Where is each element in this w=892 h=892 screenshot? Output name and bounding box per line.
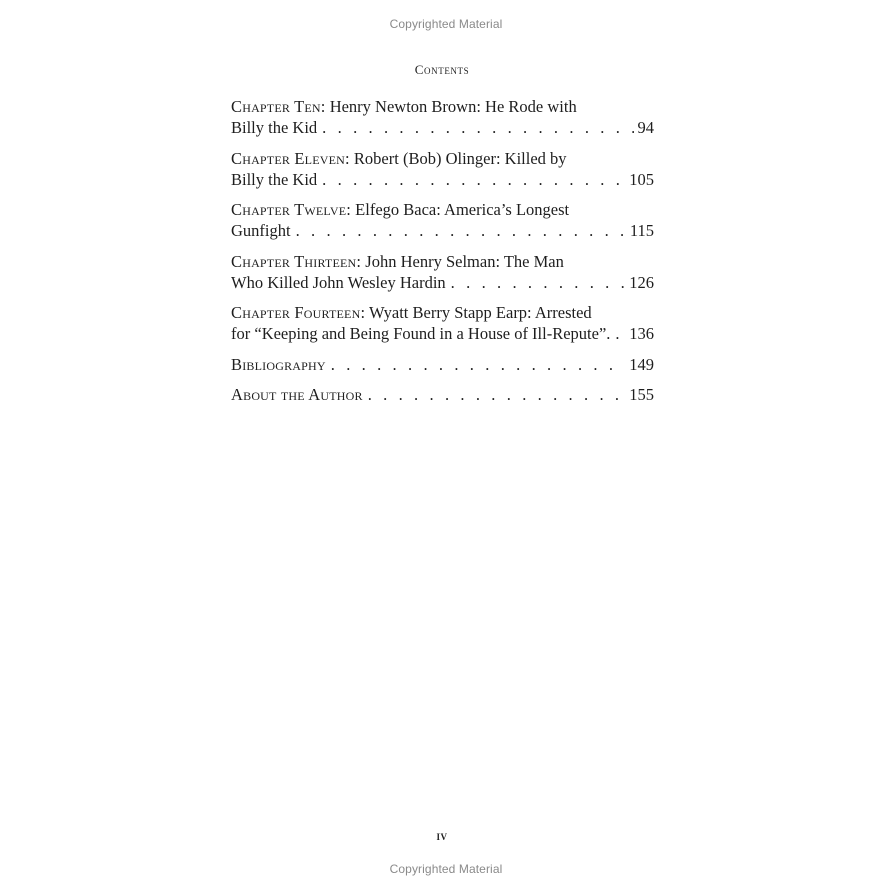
- page-number: 115: [629, 221, 654, 240]
- page-number: 126: [629, 272, 654, 292]
- chapter-title-continued: Billy the Kid: [231, 169, 318, 189]
- chapter-label: Chapter Fourteen:: [231, 303, 366, 322]
- dot-leader: [322, 169, 625, 190]
- section-label: About the Author: [231, 385, 363, 404]
- toc-entry-chapter-eleven[interactable]: [231, 148, 654, 190]
- chapter-title-continued: Gunfight: [231, 221, 291, 240]
- page-number: 105: [629, 169, 654, 189]
- chapter-title: Elfego Baca: America’s Longest: [351, 200, 570, 219]
- copyright-watermark-top: Copyrighted Material: [389, 17, 503, 31]
- chapter-label: Chapter Twelve:: [231, 200, 352, 219]
- dot-leader: [615, 323, 625, 344]
- chapter-title-continued: for “Keeping and Being Found in a House of Ill-Repute”.: [231, 324, 611, 343]
- toc-entry-about-the-author[interactable]: [231, 384, 654, 405]
- chapter-label: Chapter Eleven:: [231, 148, 350, 168]
- dot-leader: [331, 354, 626, 375]
- page-number: 155: [629, 385, 654, 404]
- dot-leader: [322, 117, 633, 138]
- page-number: 136: [629, 324, 654, 343]
- chapter-title: Henry Newton Brown: He Rode with: [325, 97, 577, 116]
- dot-leader: [451, 272, 626, 293]
- chapter-title-continued: Billy the Kid: [231, 118, 318, 137]
- toc-entry-chapter-thirteen[interactable]: [231, 251, 654, 293]
- table-of-contents: [231, 96, 654, 415]
- toc-entry-chapter-twelve[interactable]: [231, 199, 654, 241]
- copyright-watermark-bottom: Copyrighted Material: [389, 862, 503, 876]
- page-number: 149: [629, 354, 654, 374]
- dot-leader: [368, 384, 626, 405]
- section-label: Bibliography: [231, 354, 326, 374]
- contents-heading: Contents: [414, 62, 470, 77]
- toc-entry-bibliography[interactable]: [231, 354, 654, 375]
- page-folio: iv: [436, 828, 448, 843]
- chapter-title-continued: Who Killed John Wesley Hardin: [231, 272, 446, 292]
- chapter-title: John Henry Selman: The Man: [361, 251, 564, 271]
- toc-entry-chapter-fourteen[interactable]: [231, 302, 654, 344]
- chapter-title: Wyatt Berry Stapp Earp: Arrested: [365, 303, 592, 322]
- toc-entry-chapter-ten[interactable]: [231, 96, 654, 138]
- chapter-title: Robert (Bob) Olinger: Killed by: [349, 148, 567, 168]
- page-number: 94: [637, 118, 654, 137]
- chapter-label: Chapter Ten:: [231, 97, 326, 116]
- chapter-label: Chapter Thirteen:: [231, 251, 362, 271]
- dot-leader: [296, 220, 626, 241]
